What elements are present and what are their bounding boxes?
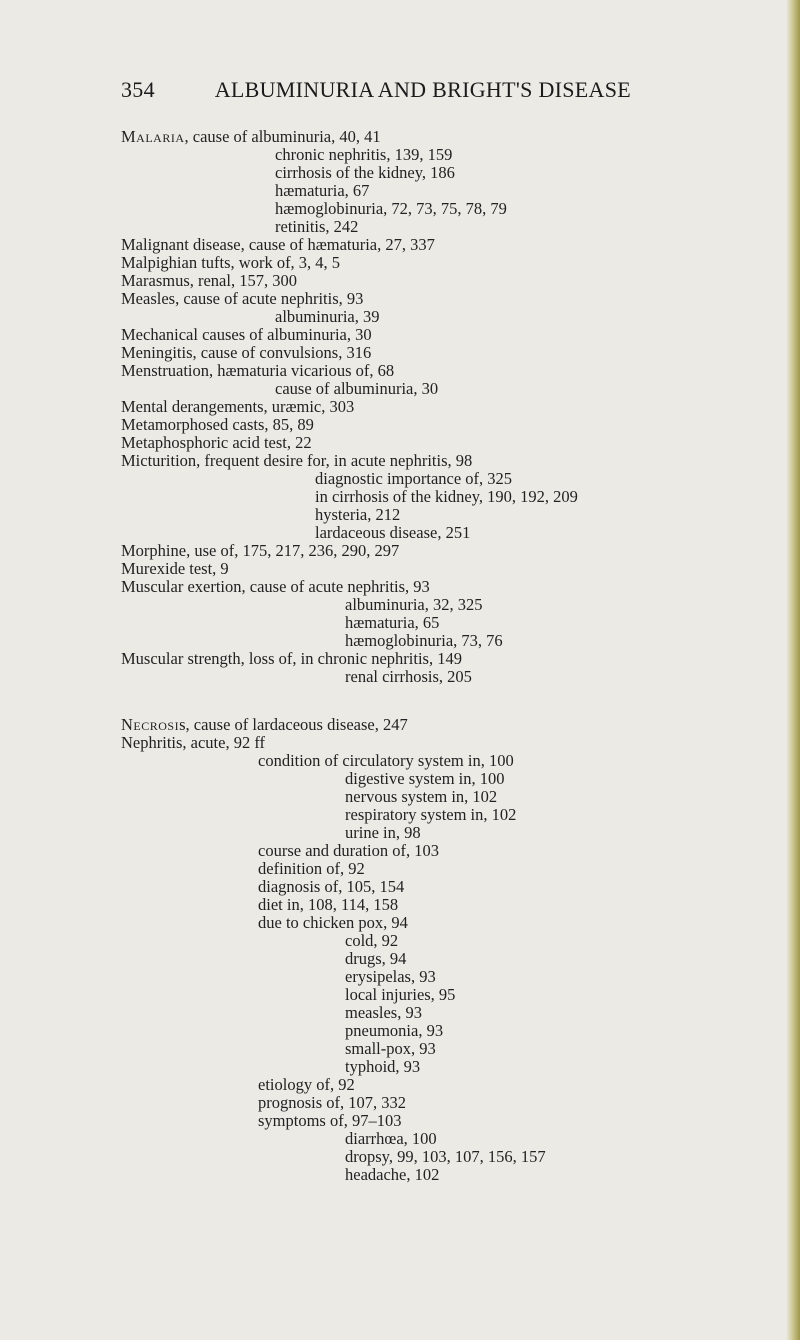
index-entry: albuminuria, 39	[275, 307, 380, 326]
running-title: ALBUMINURIA AND BRIGHT'S DISEASE	[214, 77, 631, 102]
index-entry: headache, 102	[345, 1165, 440, 1184]
index-entry: urine in, 98	[345, 823, 421, 842]
index-entry: hæmoglobinuria, 72, 73, 75, 78, 79	[275, 199, 507, 218]
index-entry: Metaphosphoric acid test, 22	[121, 433, 312, 452]
index-entry: Measles, cause of acute nephritis, 93	[121, 289, 364, 308]
page-edge-shadow	[786, 0, 800, 1340]
index-entry: Muscular strength, loss of, in chronic nephritis, 149	[121, 649, 462, 668]
index-entry-text: , cause of albuminuria, 40, 41	[184, 127, 381, 146]
index-entry: diarrhœa, 100	[345, 1129, 437, 1148]
index-entry: Micturition, frequent desire for, in acute nephritis, 98	[121, 451, 473, 470]
index-entry: due to chicken pox, 94	[258, 913, 408, 932]
index-entry: prognosis of, 107, 332	[258, 1093, 407, 1112]
index-entry: typhoid, 93	[345, 1057, 421, 1076]
index-entry: hæmaturia, 65	[345, 613, 440, 632]
index-entry: diagnosis of, 105, 154	[258, 877, 405, 896]
index-entry: hæmaturia, 67	[275, 181, 370, 200]
index-entry: course and duration of, 103	[258, 841, 439, 860]
index-entry: cold, 92	[345, 931, 399, 950]
index-entry: in cirrhosis of the kidney, 190, 192, 209	[315, 487, 578, 506]
index-entry: hysteria, 212	[315, 505, 401, 524]
index-entry: condition of circulatory system in, 100	[258, 751, 514, 770]
page-number: 354	[121, 77, 155, 102]
index-entry: diagnostic importance of, 325	[315, 469, 513, 488]
index-entry: Metamorphosed casts, 85, 89	[121, 415, 314, 434]
index-entry	[121, 128, 381, 146]
index-entry: measles, 93	[345, 1003, 422, 1022]
index-entry: hæmoglobinuria, 73, 76	[345, 631, 503, 650]
index-entry: renal cirrhosis, 205	[345, 667, 472, 686]
index-entry: Nephritis, acute, 92 ff	[121, 733, 266, 752]
index-entry: definition of, 92	[258, 859, 365, 878]
index-entry: respiratory system in, 102	[345, 805, 517, 824]
index-entry: albuminuria, 32, 325	[345, 595, 483, 614]
index-entry: cause of albuminuria, 30	[275, 379, 439, 398]
index-entry: cirrhosis of the kidney, 186	[275, 163, 455, 182]
index-headword: Malaria	[121, 127, 185, 146]
index-entry: Mental derangements, uræmic, 303	[121, 397, 355, 416]
index-entry: Morphine, use of, 175, 217, 236, 290, 297	[121, 541, 400, 560]
index-entry	[121, 716, 408, 734]
index-entry: symptoms of, 97–103	[258, 1111, 402, 1130]
index-entry: drugs, 94	[345, 949, 407, 968]
index-entry: small-pox, 93	[345, 1039, 436, 1058]
index-entry: Marasmus, renal, 157, 300	[121, 271, 297, 290]
index-entry: lardaceous disease, 251	[315, 523, 471, 542]
index-entry: digestive system in, 100	[345, 769, 505, 788]
index-entry: nervous system in, 102	[345, 787, 498, 806]
index-entry: pneumonia, 93	[345, 1021, 444, 1040]
index-entry: chronic nephritis, 139, 159	[275, 145, 453, 164]
index-entry: Menstruation, hæmaturia vicarious of, 68	[121, 361, 395, 380]
index-entry: dropsy, 99, 103, 107, 156, 157	[345, 1147, 546, 1166]
index-entry: local injuries, 95	[345, 985, 456, 1004]
index-entry: retinitis, 242	[275, 217, 359, 236]
running-header	[121, 77, 631, 107]
index-entry: Malignant disease, cause of hæmaturia, 27, 337	[121, 235, 435, 254]
index-entry: Mechanical causes of albuminuria, 30	[121, 325, 372, 344]
index-headword: Necrosi	[121, 715, 180, 734]
index-entry: Malpighian tufts, work of, 3, 4, 5	[121, 253, 341, 272]
index-entry: erysipelas, 93	[345, 967, 436, 986]
index-entry: diet in, 108, 114, 158	[258, 895, 399, 914]
index-entry: Murexide test, 9	[121, 559, 229, 578]
index-entry: etiology of, 92	[258, 1075, 355, 1094]
index-entry-text: s, cause of lardaceous disease, 247	[179, 715, 408, 734]
index-entry: Meningitis, cause of convulsions, 316	[121, 343, 372, 362]
index-entry: Muscular exertion, cause of acute nephritis, 93	[121, 577, 430, 596]
